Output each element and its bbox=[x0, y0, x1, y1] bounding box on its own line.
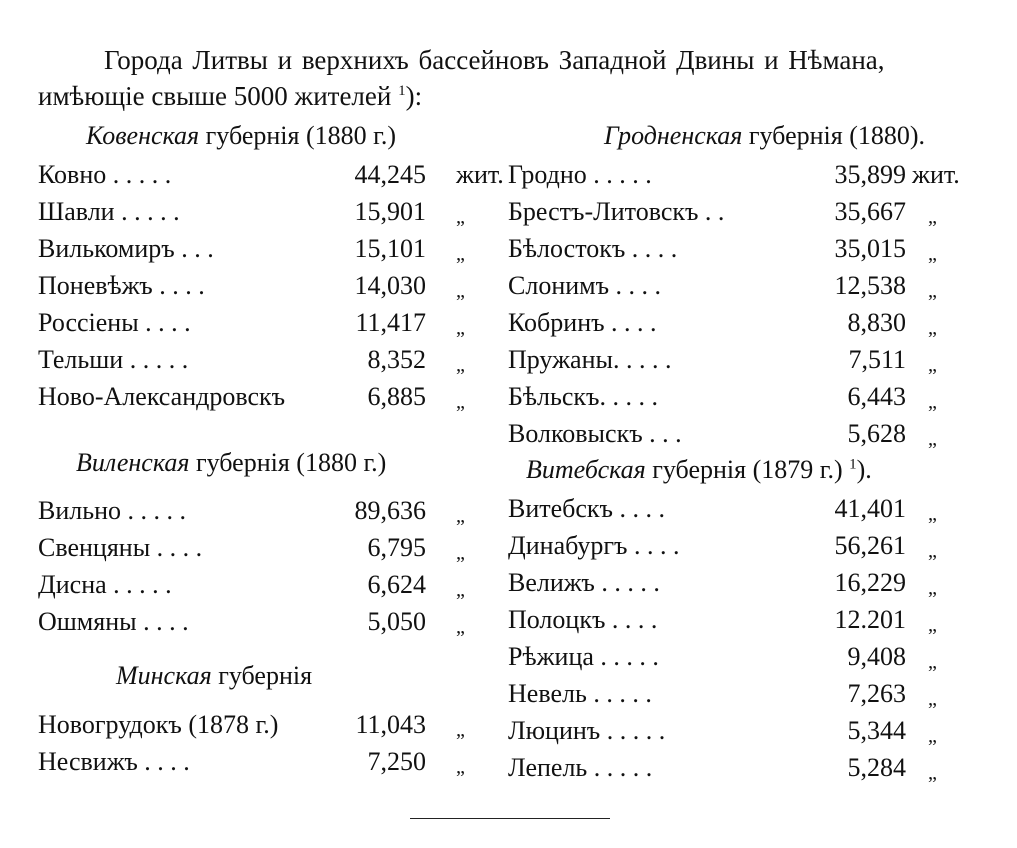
ditto-mark: „ bbox=[928, 354, 937, 376]
heading-rest: губернія bbox=[211, 661, 313, 690]
ditto-mark: „ bbox=[456, 616, 465, 638]
ditto-mark: „ bbox=[928, 725, 937, 747]
intro-line-2-text: имѣющіе свыше 5000 жителей bbox=[38, 81, 399, 111]
town-name: Люцинъ . . . . . bbox=[508, 716, 666, 745]
town-name: Россіены . . . . bbox=[38, 308, 191, 337]
table-row bbox=[38, 603, 498, 640]
heading-italic: Гродненская bbox=[604, 121, 743, 150]
section-heading-minsk bbox=[116, 658, 312, 694]
heading-italic: Минская bbox=[116, 661, 212, 690]
ditto-mark: „ bbox=[928, 688, 937, 710]
heading-end: ). bbox=[856, 455, 872, 484]
table-row bbox=[508, 601, 978, 638]
table-row bbox=[38, 529, 498, 566]
population-value: 41,401 bbox=[834, 494, 906, 523]
heading-italic: Виленская bbox=[76, 448, 190, 477]
population-value: 5,344 bbox=[847, 716, 906, 745]
table-row bbox=[38, 743, 498, 780]
heading-italic: Витебская bbox=[526, 455, 646, 484]
population-value: 5,284 bbox=[847, 753, 906, 782]
ditto-mark: „ bbox=[456, 756, 465, 778]
town-name: Лепель . . . . . bbox=[508, 753, 653, 782]
table-row bbox=[508, 527, 978, 564]
town-name: Ново-Александровскъ bbox=[38, 382, 286, 411]
population-value: 35,667 bbox=[834, 197, 906, 226]
table-row bbox=[38, 304, 498, 341]
population-value: 11,043 bbox=[355, 710, 426, 739]
town-name: Тельши . . . . . bbox=[38, 345, 189, 374]
table-row bbox=[38, 193, 498, 230]
population-value: 9,408 bbox=[847, 642, 906, 671]
population-value: 7,250 bbox=[367, 747, 426, 776]
ditto-mark: „ bbox=[928, 428, 937, 450]
section-heading-vitebsk bbox=[526, 452, 872, 488]
ditto-mark: „ bbox=[928, 280, 937, 302]
ditto-mark: „ bbox=[456, 280, 465, 302]
population-value: 11,417 bbox=[355, 308, 426, 337]
population-value: 12.201 bbox=[834, 605, 906, 634]
section-divider bbox=[410, 818, 610, 819]
table-row bbox=[508, 675, 978, 712]
ditto-mark: „ bbox=[928, 540, 937, 562]
population-value: 8,830 bbox=[847, 308, 906, 337]
population-value: 15,101 bbox=[354, 234, 426, 263]
town-name: Вильно . . . . . bbox=[38, 496, 187, 525]
population-value: 6,795 bbox=[367, 533, 426, 562]
ditto-mark: „ bbox=[928, 391, 937, 413]
table-row bbox=[508, 415, 978, 452]
town-name: Волковыскъ . . . bbox=[508, 419, 682, 448]
ditto-mark: „ bbox=[928, 577, 937, 599]
town-name: Дисна . . . . . bbox=[38, 570, 172, 599]
table-row bbox=[38, 492, 498, 529]
population-value: 6,624 bbox=[367, 570, 426, 599]
unit-label: жит. bbox=[912, 160, 960, 189]
town-name: Вилькомиръ . . . bbox=[38, 234, 214, 263]
population-value: 7,511 bbox=[848, 345, 906, 374]
town-name: Несвижъ . . . . bbox=[38, 747, 190, 776]
heading-italic: Ковенская bbox=[86, 121, 200, 150]
population-value: 35,899 bbox=[834, 160, 906, 189]
table-row bbox=[508, 193, 978, 230]
town-name: Свенцяны . . . . bbox=[38, 533, 203, 562]
table-row bbox=[38, 706, 498, 743]
town-name: Брестъ-Литовскъ . . bbox=[508, 197, 725, 226]
population-value: 15,901 bbox=[354, 197, 426, 226]
table-row bbox=[38, 378, 498, 415]
town-name: Пружаны. . . . . bbox=[508, 345, 672, 374]
population-value: 44,245 bbox=[354, 160, 426, 189]
ditto-mark: „ bbox=[928, 762, 937, 784]
town-name: Бѣлостокъ . . . . bbox=[508, 234, 678, 263]
town-name: Шавли . . . . . bbox=[38, 197, 180, 226]
table-row bbox=[508, 267, 978, 304]
heading-rest: губернія (1879 г.) bbox=[645, 455, 850, 484]
town-name: Новогрудокъ (1878 г.) bbox=[38, 710, 279, 739]
population-value: 16,229 bbox=[834, 568, 906, 597]
town-name: Кобринъ . . . . bbox=[508, 308, 657, 337]
table-row bbox=[38, 566, 498, 603]
table-row bbox=[508, 564, 978, 601]
ditto-mark: „ bbox=[928, 614, 937, 636]
population-value: 6,885 bbox=[367, 382, 426, 411]
town-name: Поневѣжъ . . . . bbox=[38, 271, 205, 300]
town-name: Ковно . . . . . bbox=[38, 160, 172, 189]
town-name: Динабургъ . . . . bbox=[508, 531, 680, 560]
town-name: Полоцкъ . . . . bbox=[508, 605, 658, 634]
population-value: 7,263 bbox=[847, 679, 906, 708]
ditto-mark: „ bbox=[456, 206, 465, 228]
ditto-mark: „ bbox=[928, 206, 937, 228]
table-row bbox=[38, 156, 504, 193]
ditto-mark: „ bbox=[456, 719, 465, 741]
ditto-mark: „ bbox=[928, 503, 937, 525]
table-row bbox=[508, 749, 978, 786]
town-name: Бѣльскъ. . . . . bbox=[508, 382, 658, 411]
ditto-mark: „ bbox=[456, 317, 465, 339]
ditto-mark: „ bbox=[456, 579, 465, 601]
footnote-mark: 1 bbox=[398, 83, 406, 99]
ditto-mark: „ bbox=[928, 317, 937, 339]
ditto-mark: „ bbox=[456, 243, 465, 265]
population-value: 8,352 bbox=[367, 345, 426, 374]
section-heading-kovno bbox=[86, 118, 396, 154]
population-value: 5,050 bbox=[367, 607, 426, 636]
town-name: Невель . . . . . bbox=[508, 679, 652, 708]
population-value: 5,628 bbox=[847, 419, 906, 448]
footnote-mark: 1 bbox=[849, 456, 857, 473]
population-value: 6,443 bbox=[847, 382, 906, 411]
intro-line-2 bbox=[38, 78, 983, 114]
section-heading-vilna bbox=[76, 445, 386, 481]
table-row bbox=[508, 490, 978, 527]
table-row bbox=[38, 230, 498, 267]
table-row bbox=[508, 638, 978, 675]
section-heading-grodno bbox=[604, 118, 925, 154]
heading-rest: губернія (1880 г.) bbox=[199, 121, 397, 150]
table-row bbox=[508, 230, 978, 267]
population-value: 56,261 bbox=[834, 531, 906, 560]
ditto-mark: „ bbox=[456, 354, 465, 376]
population-value: 89,636 bbox=[354, 496, 426, 525]
population-value: 12,538 bbox=[834, 271, 906, 300]
town-name: Слонимъ . . . . bbox=[508, 271, 662, 300]
table-row bbox=[508, 378, 978, 415]
table-row bbox=[38, 267, 498, 304]
population-value: 14,030 bbox=[354, 271, 426, 300]
ditto-mark: „ bbox=[456, 391, 465, 413]
ditto-mark: „ bbox=[928, 243, 937, 265]
table-row bbox=[38, 341, 498, 378]
unit-label: жит. bbox=[456, 160, 504, 189]
table-row bbox=[508, 156, 978, 193]
table-row bbox=[508, 712, 978, 749]
town-name: Витебскъ . . . . bbox=[508, 494, 666, 523]
heading-rest: губернія (1880). bbox=[742, 121, 926, 150]
table-row bbox=[508, 304, 978, 341]
intro-line-1: Города Литвы и верхнихъ бассейновъ Западной Двины и Нѣмана, bbox=[104, 45, 885, 75]
town-name: Ошмяны . . . . bbox=[38, 607, 189, 636]
intro-paragraph bbox=[38, 42, 983, 114]
town-name: Велижъ . . . . . bbox=[508, 568, 660, 597]
town-name: Рѣжица . . . . . bbox=[508, 642, 659, 671]
ditto-mark: „ bbox=[456, 542, 465, 564]
intro-line-2-end: ): bbox=[405, 81, 423, 111]
heading-rest: губернія (1880 г.) bbox=[189, 448, 387, 477]
town-name: Гродно . . . . . bbox=[508, 160, 652, 189]
ditto-mark: „ bbox=[456, 505, 465, 527]
ditto-mark: „ bbox=[928, 651, 937, 673]
population-value: 35,015 bbox=[834, 234, 906, 263]
table-row bbox=[508, 341, 978, 378]
